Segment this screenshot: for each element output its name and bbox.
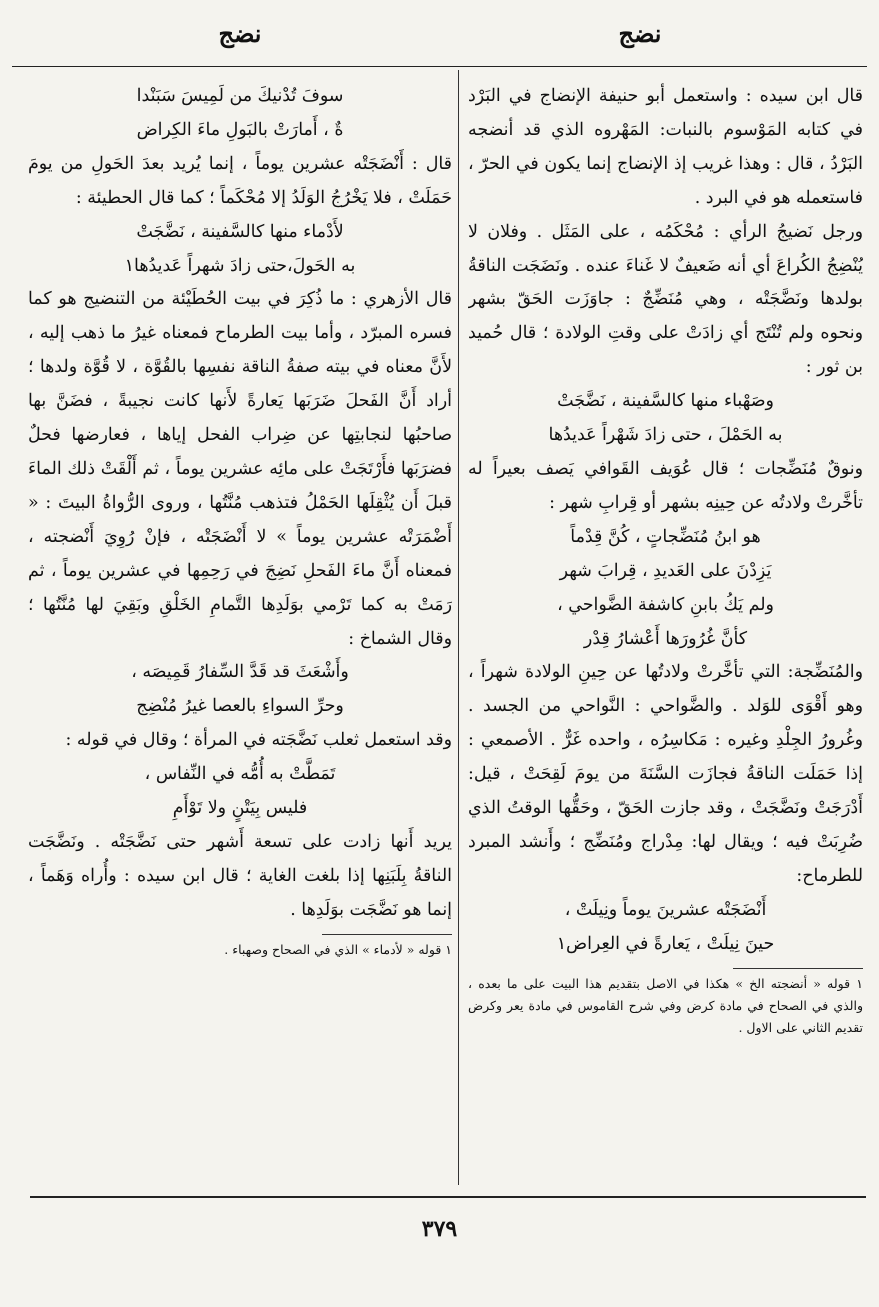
verse-line: وأَشْعَثَ قد قَدَّ السِّفارُ قَمِيصَه ، <box>131 662 349 683</box>
verse-line: كأنَّ غُرُورَها أَعْشارُ قِدْر <box>583 628 748 649</box>
paragraph: قال الأزهري : ما ذُكِرَ في بيت الحُطَيْئة من التنضيج هو كما فسره المبرّد ، وأما بيت الطرماح فمعناه غيرُ ما ذهب إليه ، لأَنَّ معناه في بيته صفةُ الناقة نفسِها بالقُوَّة ، لا قُوَّة ولدها ؛ أراد أَنَّ الفَحلَ ضَرَبَها يَعارةً لأَنها كانت نجيبةً ، فضَنَّ بها صاحبُها لنجابتِها عن ضِراب الفحل إياها ، فعارضها فحلٌ فضرَبَها فأَرْتَجَتْ على مائِه عشرين يوماً ، ثم أَلْقَتْ ذلك الماءَ قبلَ أَن يُثْقِلَها الحَمْلُ فتذهب مُنَّتُها ، وروى الرُّواةُ البيتَ : « أَضْمَرَتْه عشرين يوماً » لا أَنْضَجَتْه ، فإنْ رُوِيَ أَنْضجته ، فمعناه أَنَّ ماءَ الفَحلِ نَضِجَ في رَحِمِها في عشرين يوماً ، ثم رَمَتْ به كما تَرْمي بوَلَدِها التَّمامِ الخَلْقِ وبَقِيَ لها مُنَّتُها ؛ وقال الشماخ : <box>28 289 452 649</box>
paragraph: ورجل نَضيجُ الرأي : مُحْكَمُه ، على المَثَل . وفلان لا يُنْضِجُ الكُراعَ أي أنه ضَعيفٌ لا غَناءَ عنده . ونَضَجَت الناقةُ بولدها ونَضَّجَتْه ، وهي مُنَضِّجٌ : جاوَزَت الحَقّ بشهر ونحوه ولم تُنْتَج أي زادَتْ على وقتِ الولادة ؛ قال حُميد بن ثور : <box>468 221 863 378</box>
footnote: ١ قوله « لأدماء » الذي في الصحاح وصهباء . <box>224 941 452 957</box>
paragraph: ونوقٌ مُنَضِّجات ؛ قال عُوَيف القَوافي يَصف بعيراً له تأخَّرتْ ولادتُه عن حِينِه بشهر أو قِرابِ شهر : <box>468 458 863 513</box>
verse-line: به الحَمْلَ ، حتى زادَ شَهْراً عَديدُها <box>548 425 783 446</box>
paragraph: قال : أَنْضَجَتْه عشرين يوماً ، إنما يُريد بعدَ الحَولِ من يومَ حَمَلَتْ ، فلا يَخْرُجُ الوَلَدُ إلا مُحْكَماً ؛ كما قال الحطيئة : <box>28 153 452 208</box>
verse-line: تَمَطَّتْ به أُمُّه في النِّفاس ، <box>144 764 336 785</box>
verse-line: حينَ نِيلَتْ ، يَعارةً في العِراض١ <box>556 933 775 954</box>
left-column <box>28 80 452 961</box>
column-divider <box>458 70 459 1185</box>
paragraph: والمُنَضِّجة: التي تأخَّرتْ ولادتُها عن حِينِ الولادة شهراً ، وهو أَقْوَى للوَلد . والضَّواحي : النَّواحي من الجسد . وغُرورُ الجِلْدِ وغيره : مَكاسِرُه ، واحده غَرٌّ . الأصمعي : إذا حَمَلَت الناقةُ فجازَت السَّنَةَ من يومَ لَقِحَتْ ، قيل: أَدْرَجَتْ ونَضَّجَتْ ، وقد جازت الحَقّ ، وحَقُّها الوقتُ الذي ضُرِبَتْ فيه ؛ ويقال لها: مِدْراج ومُنَضِّج ؛ وأَنشد المبرد للطرماح: <box>468 662 863 886</box>
right-column <box>468 80 863 1039</box>
verse-line: به الحَولَ،حتى زادَ شهراً عَديدُها١ <box>124 255 356 276</box>
paragraph: يريد أَنها زادت على تسعة أَشهر حتى نَضَّجَتْه . ونَضَّجَت الناقةُ بِلَبَنِها إذا بلغت الغاية ؛ قال ابن سيده : وأُراه وَهَماً ، إنما هو نَضَّجَت بوَلَدِها . <box>28 831 452 920</box>
verse-line: ةٌ ، أَمارَتْ بالبَولِ ماءَ الكِراض <box>136 119 344 140</box>
verse-line: سوفَ تُدْنيكَ من لَمِيسَ سَبَنْدا <box>136 86 344 106</box>
header-rule <box>12 66 867 67</box>
paragraph: وقد استعمل ثعلب نَضَّجَته في المرأة ؛ وقال في قوله : <box>65 730 452 751</box>
footnote-rule <box>322 934 452 935</box>
verse-line: يَزِدْنَ على العَديدِ ، قِرابَ شهر <box>559 560 772 581</box>
verse-line: وصَهْباء منها كالسَّفينة ، نَضَّجَتْ <box>557 391 774 412</box>
verse-line: أَنْضَجَتْه عشرينَ يوماً ونِيلَتْ ، <box>564 899 767 920</box>
paragraph: قال ابن سيده : واستعمل أبو حنيفة الإنضاج في البَرْد في كتابه المَوْسوم بالنبات: المَهْروه الذي قد أنضجه البَرْدُ ، قال : وهذا غريب إذ الإنضاج إنما يكون في الحرّ ، فاستعمله هو في البرد . <box>468 86 863 208</box>
header-left-title: نضج <box>218 19 262 48</box>
page-number: ٣٧٩ <box>421 1216 458 1242</box>
verse-line: وحرِّ السواءِ بالعصا غيرُ مُنْضِج <box>136 696 344 717</box>
footer-rule <box>30 1196 866 1198</box>
verse-line: لأَدْماء منها كالسَّفينة ، نَضَّجَتْ <box>136 221 344 242</box>
verse-line: هو ابنُ مُنَضِّجاتٍ ، كُنَّ قِدْماً <box>570 526 761 547</box>
header-right-title: نضج <box>618 19 662 48</box>
footnote-rule <box>733 968 863 969</box>
verse-line: فليس بِيَتْنٍ ولا تَوْأَمِ <box>172 798 308 819</box>
verse-line: ولم يَكُ بابنِ كاشفة الضَّواحي ، <box>557 594 774 615</box>
footnote: ١ قوله « أنضجته الخ » هكذا في الاصل بتقديم هذا البيت على ما بعده ، والذي في الصحاح في مادة كرض وفي شرح القاموس في مادة يعر وكرض تقديم الثاني على الاول . <box>468 975 863 1035</box>
